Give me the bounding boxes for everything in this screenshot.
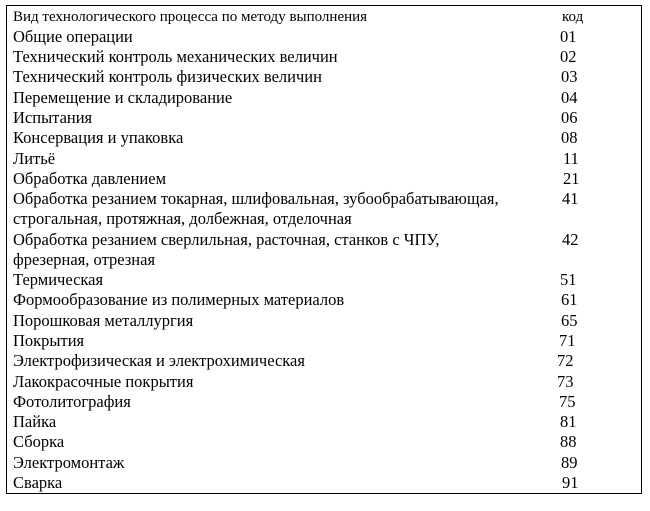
row-name: Электрофизическая и электрохимическая — [13, 351, 305, 370]
row-name: Консервация и упаковка — [13, 128, 184, 147]
row-code: 75 — [559, 392, 576, 411]
row-name-line-2: фрезерная, отрезная — [13, 250, 156, 269]
row-code: 88 — [560, 432, 577, 451]
process-code-table — [6, 5, 642, 494]
table-row — [7, 230, 641, 270]
row-name: Пайка — [13, 412, 57, 431]
row-code: 65 — [561, 311, 578, 330]
row-code: 42 — [562, 230, 579, 249]
row-name: Обработка давлением — [13, 169, 167, 188]
row-code: 01 — [560, 27, 577, 46]
row-code: 11 — [563, 149, 579, 168]
row-code: 91 — [562, 473, 579, 492]
row-name: Сборка — [13, 432, 65, 451]
row-name-line-1: Обработка резанием токарная, шлифовальная, зубообрабатывающая, — [13, 189, 499, 208]
row-code: 89 — [561, 453, 578, 472]
row-name: Термическая — [13, 270, 104, 289]
row-code: 51 — [560, 270, 577, 289]
row-name: Порошковая металлургия — [13, 311, 194, 330]
row-code: 72 — [557, 351, 574, 370]
row-name: Общие операции — [13, 27, 133, 46]
row-code: 41 — [562, 189, 579, 208]
row-name: Испытания — [13, 108, 93, 127]
row-code: 81 — [560, 412, 577, 431]
row-code: 04 — [561, 88, 578, 107]
header-code: код — [562, 9, 584, 25]
row-name: Лакокрасочные покрытия — [13, 372, 194, 391]
row-name: Литьё — [13, 149, 56, 168]
header-name: Вид технологического процесса по методу выполнения — [13, 9, 368, 25]
row-name: Фотолитография — [13, 392, 131, 411]
row-name-line-1: Обработка резанием сверлильная, расточная, станков с ЧПУ, — [13, 230, 440, 249]
row-name: Покрытия — [13, 331, 85, 350]
row-name: Сварка — [13, 473, 63, 492]
table-row — [7, 189, 641, 229]
row-code: 71 — [559, 331, 576, 350]
row-code: 02 — [560, 47, 577, 66]
row-name: Формообразование из полимерных материалов — [13, 290, 345, 309]
row-code: 03 — [561, 67, 578, 86]
row-code: 08 — [561, 128, 578, 147]
row-code: 21 — [563, 169, 580, 188]
row-name-line-2: строгальная, протяжная, долбежная, отделочная — [13, 209, 352, 228]
row-name: Технический контроль физических величин — [13, 67, 322, 86]
row-name: Перемещение и складирование — [13, 88, 233, 107]
row-name: Электромонтаж — [13, 453, 125, 472]
row-code: 73 — [557, 372, 574, 391]
row-code: 06 — [561, 108, 578, 127]
row-code: 61 — [561, 290, 578, 309]
row-name: Технический контроль механических величин — [13, 47, 338, 66]
